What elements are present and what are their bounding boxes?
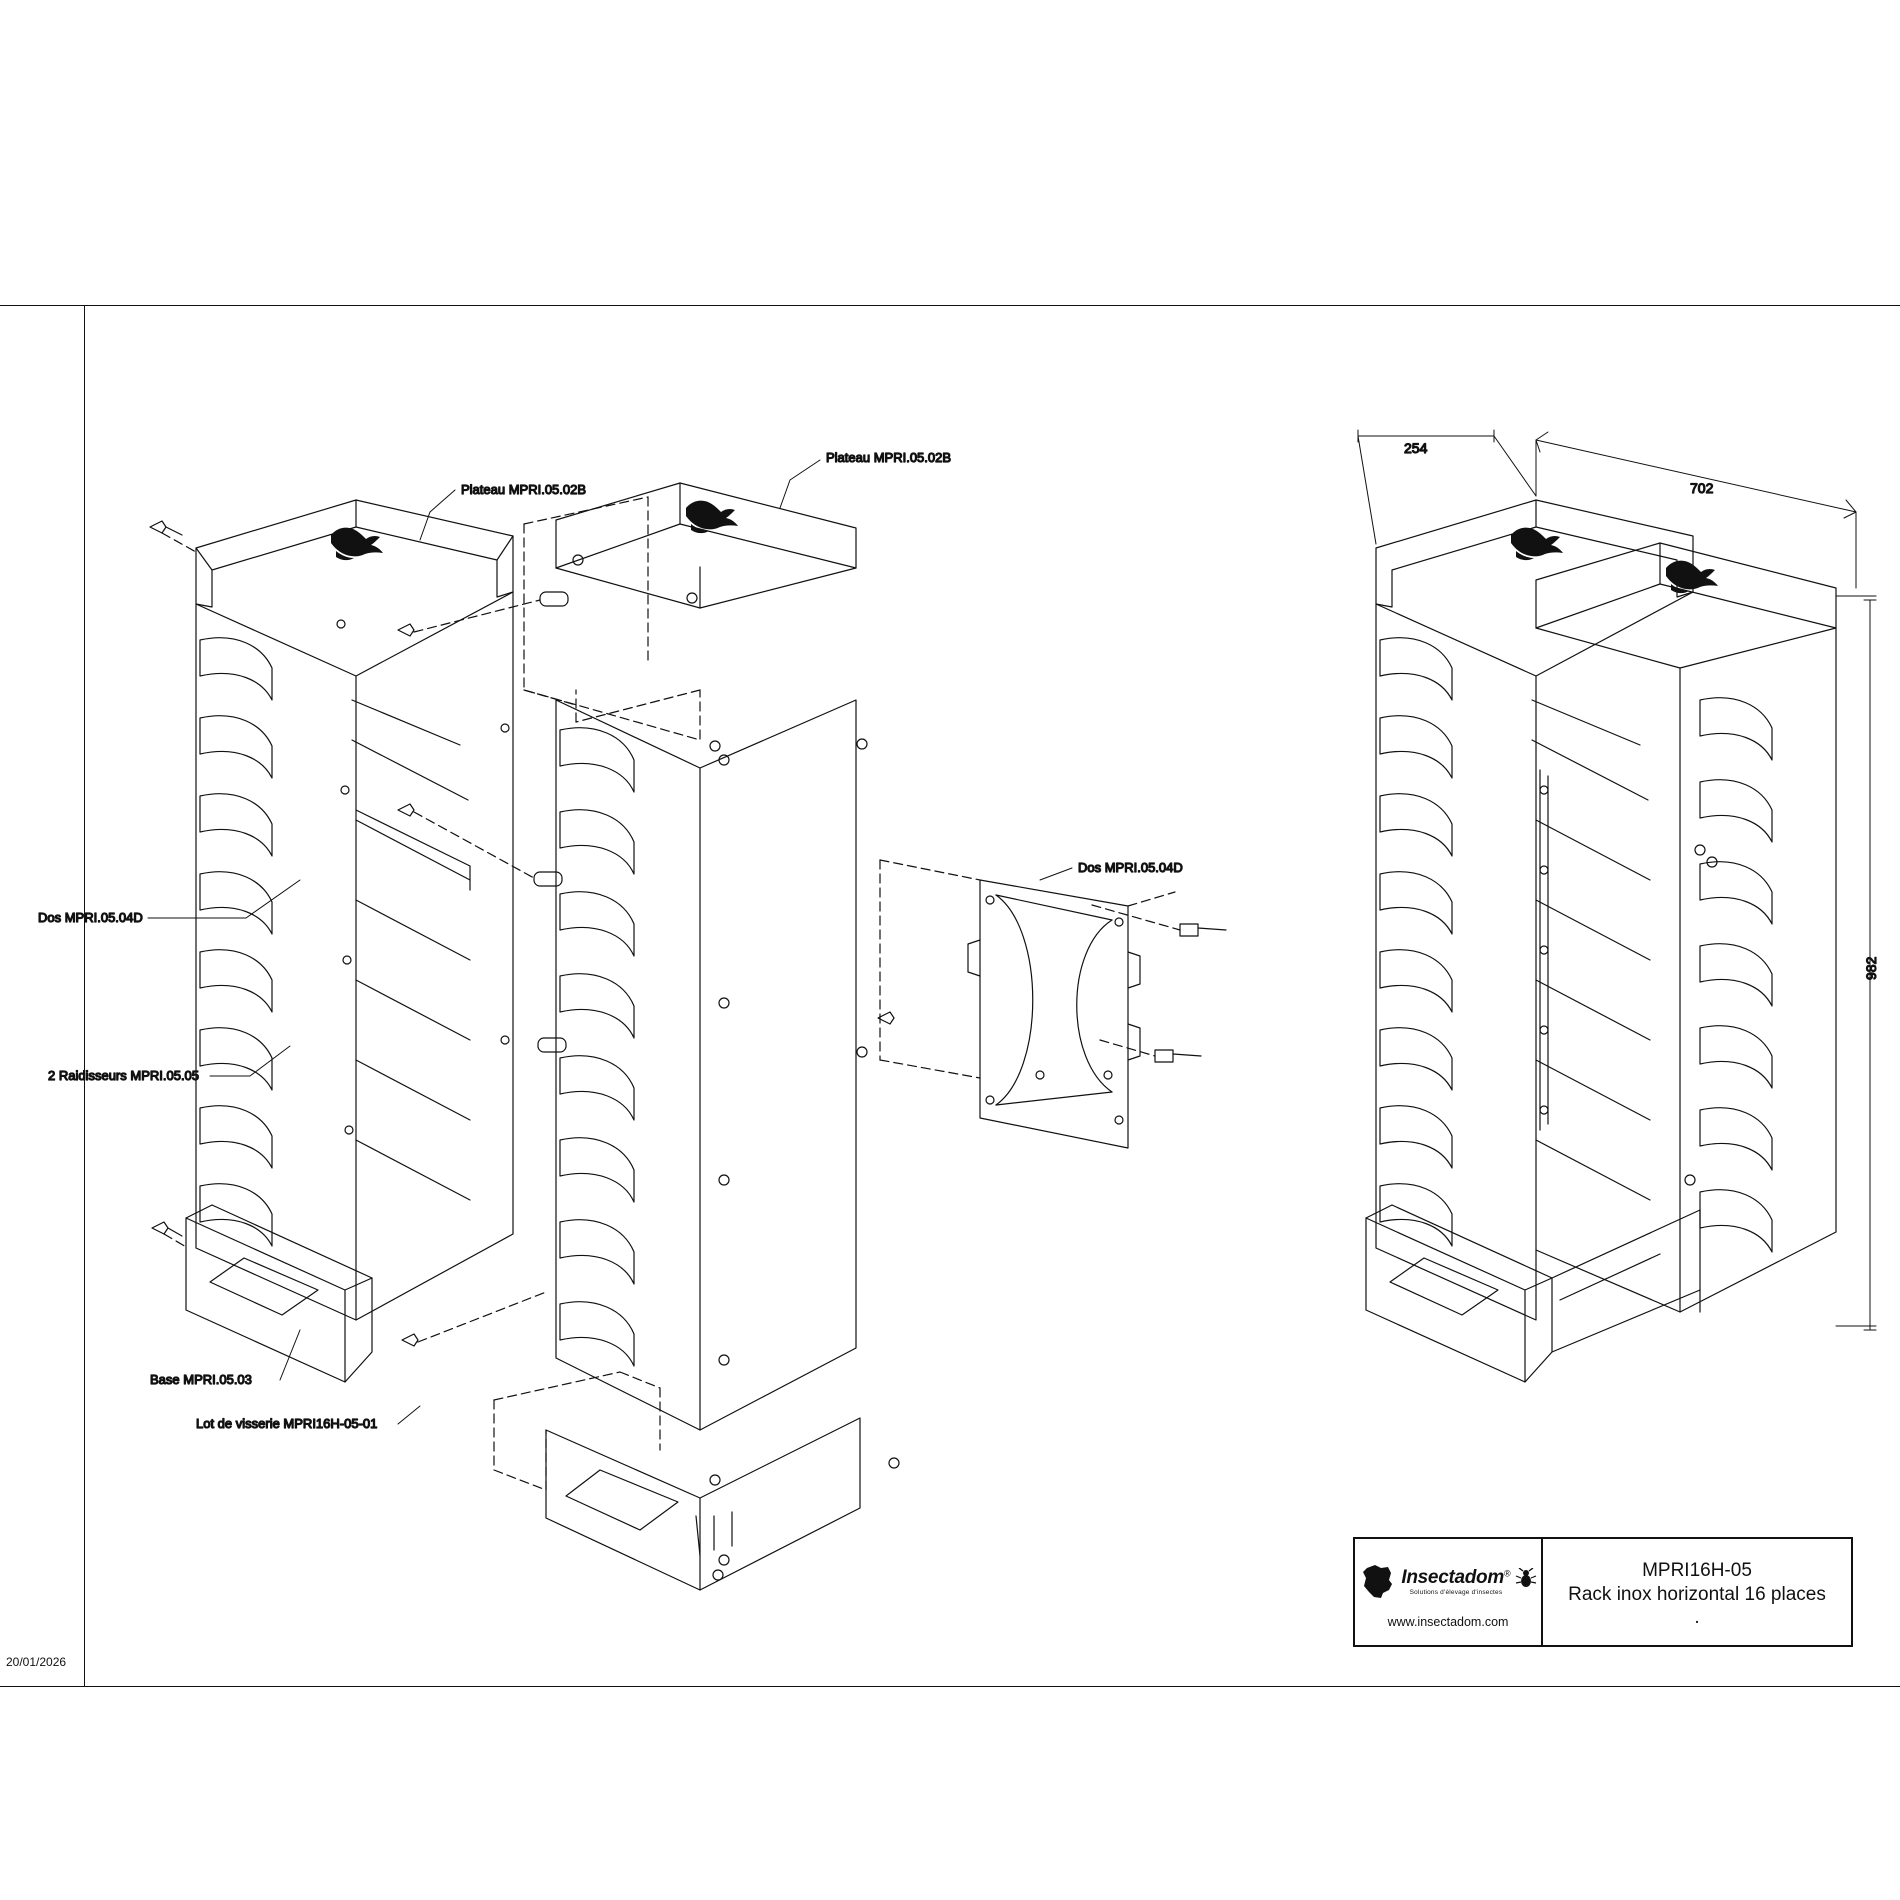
label-dos-left: Dos MPRI.05.04D <box>38 910 143 925</box>
part-plateau-right <box>556 483 856 608</box>
dimension-lines <box>1358 430 1876 1330</box>
assembled-rack-view <box>1366 500 1836 1382</box>
label-visserie: Lot de visserie MPRI16H-05-01 <box>196 1416 378 1431</box>
label-plateau-right: Plateau MPRI.05.02B <box>826 450 952 465</box>
logo-text <box>1401 1568 1510 1596</box>
fastener-dowel-2 <box>398 804 562 886</box>
fastener-dowel-4 <box>402 1334 418 1346</box>
title-cell <box>1543 1539 1851 1645</box>
part-side-panel-left <box>196 592 513 1320</box>
part-plateau-left <box>196 500 513 607</box>
part-reference: MPRI16H-05 <box>1642 1559 1752 1581</box>
part-base-lower <box>546 1418 860 1590</box>
logo-row <box>1359 1556 1536 1608</box>
fastener-dowel-3 <box>538 1038 566 1052</box>
fastener-screw-base-left <box>152 1222 182 1236</box>
logo-registered-mark: ® <box>1503 1568 1511 1579</box>
label-plateau-left: Plateau MPRI.05.02B <box>461 482 587 497</box>
fastener-bolt-dos-1 <box>1180 924 1226 936</box>
part-extra: . <box>1694 1607 1700 1629</box>
leader-lines <box>148 460 1072 1424</box>
date-stamp: 20/01/2026 <box>6 1655 67 1669</box>
dimension-depth: 254 <box>1404 440 1428 456</box>
part-side-panel-right <box>556 700 899 1468</box>
insect-icon <box>1515 1568 1537 1595</box>
fastener-screw-top-left <box>150 521 182 535</box>
label-dos-right: Dos MPRI.05.04D <box>1078 860 1183 875</box>
logo-cell <box>1355 1539 1543 1645</box>
part-dos-back-panel <box>968 880 1140 1148</box>
label-base: Base MPRI.05.03 <box>150 1372 252 1387</box>
france-map-icon <box>1359 1562 1397 1602</box>
title-block <box>1353 1537 1853 1647</box>
logo-wordmark: Insectadom <box>1401 1566 1504 1588</box>
dimension-height: 982 <box>1863 956 1879 980</box>
part-base <box>186 1205 372 1382</box>
logo-url: www.insectadom.com <box>1387 1614 1509 1629</box>
logo-tagline: Solutions d'élevage d'insectes <box>1409 1588 1503 1596</box>
part-description: Rack inox horizontal 16 places <box>1568 1583 1826 1605</box>
dimension-width: 702 <box>1690 480 1714 496</box>
label-raidisseurs: 2 Raidisseurs MPRI.05.05 <box>48 1068 200 1083</box>
fastener-bolt-dos-2 <box>1155 1050 1201 1062</box>
